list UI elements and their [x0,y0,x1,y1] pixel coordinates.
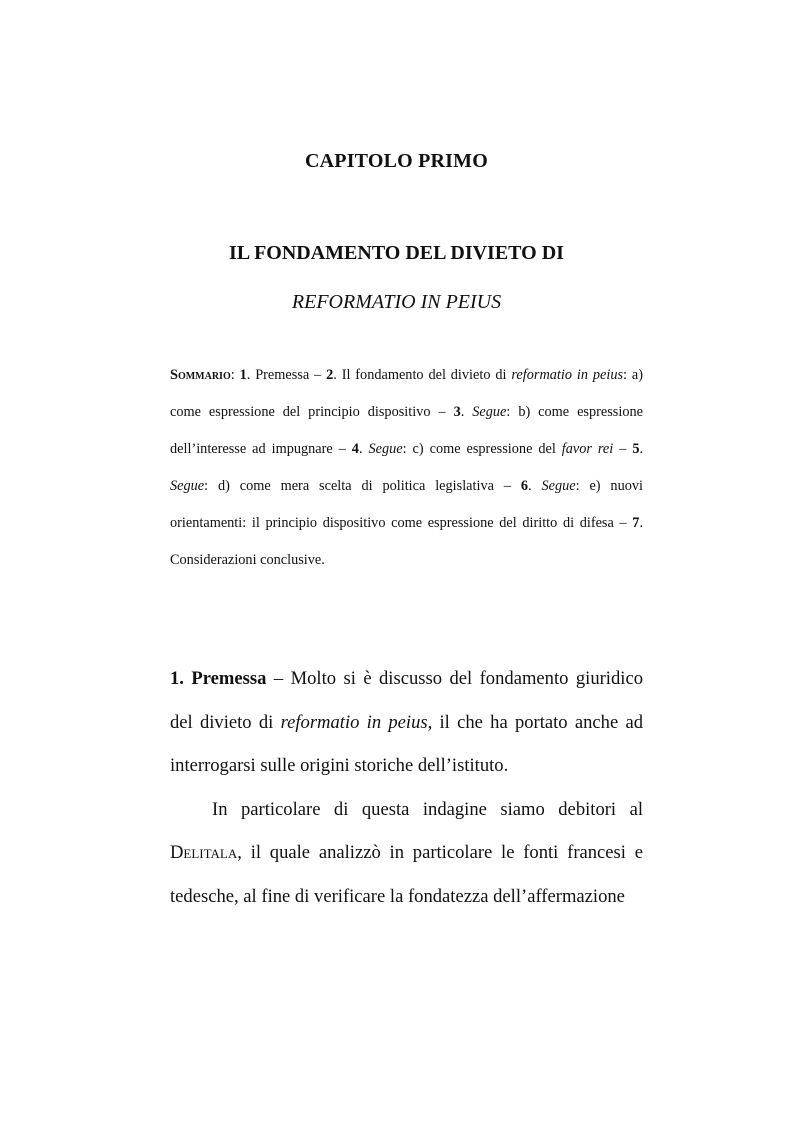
summary-segue-3: Segue [472,404,507,420]
summary-num-5: 5 [632,441,640,457]
summary-num-2: 2 [326,367,334,383]
summary-segue-5: Segue [170,478,205,494]
summary-item-4: c) come espressione del [412,441,556,457]
paragraph-1: 1. Premessa – Molto si è discusso del fondamento giuridico del divieto di reformatio in peius, il che ha portato anche ad interrogarsi sulle origini storiche dell’istituto. [170,668,643,776]
summary-item-1: Premessa [255,367,310,383]
chapter-title-line1: IL FONDAMENTO DEL DIVIETO DI [229,242,564,264]
summary-item-2: Il fondamento del divieto di [341,367,507,383]
summary-segue-4: Segue [368,441,403,457]
chapter-title [0,229,793,327]
summary-item-7: Considerazioni conclusive. [170,552,325,568]
paragraph-2-text-b: , il quale analizzò in particolare le fonti francesi e tedesche, al fine di verificare la fondatezza dell’affermazione [170,842,643,907]
summary-segue-6: Segue [541,478,576,494]
summary-num-1: 1 [239,367,247,383]
paragraph-1-italic: reformatio in peius [280,711,428,733]
summary-item-5: d) come mera scelta di politica legislativa [217,478,494,494]
body-text [170,657,643,918]
summary-item-2-suffix: a) come espressione del principio dispositivo [170,367,643,420]
summary-block: Sommario: 1. Premessa – 2. Il fondamento del divieto di reformatio in peius: a) come espressione del principio dispositivo – 3. Segue: b) come espressione dell’interesse ad impugnare – 4. Segue: c) come espressione del favor rei – 5. Segue: d) come mera scelta di politica legislativa – 6. Segue: e) nuovi orientamenti: il principio dispositivo come espressione del diritto di difesa – 7. Considerazioni conclusive. [170,367,644,568]
summary-heading: Sommario [170,367,231,383]
chapter-title-line2: REFORMATIO IN PEIUS [291,291,502,313]
paragraph-2-text-a: In particolare di questa indagine siamo debitori al [212,798,643,820]
summary-num-6: 6 [520,478,529,494]
summary-num-4: 4 [351,441,359,457]
paragraph-2 [170,788,643,919]
paragraph-1-text-b: , il che ha portato anche ad interrogarsi sulle origini storiche dell’istituto. [170,711,643,776]
chapter-label: CAPITOLO PRIMO [305,150,488,172]
summary-num-3: 3 [453,404,461,420]
author-name: Delitala [170,842,238,863]
summary-num-7: 7 [632,515,640,531]
summary-favor-rei: favor rei [561,441,614,457]
summary-italic-reformatio: reformatio in peius [511,367,624,383]
summary-item-3: b) come espressione dell’interesse ad impugnare [170,404,643,457]
section-heading: 1. Premessa [170,668,267,689]
paragraph-1-text-a: Molto si è discusso del fondamento giuridico del divieto di [170,668,643,733]
summary-item-6: e) nuovi orientamenti: il principio dispositivo come espressione del diritto di difesa [170,478,643,531]
